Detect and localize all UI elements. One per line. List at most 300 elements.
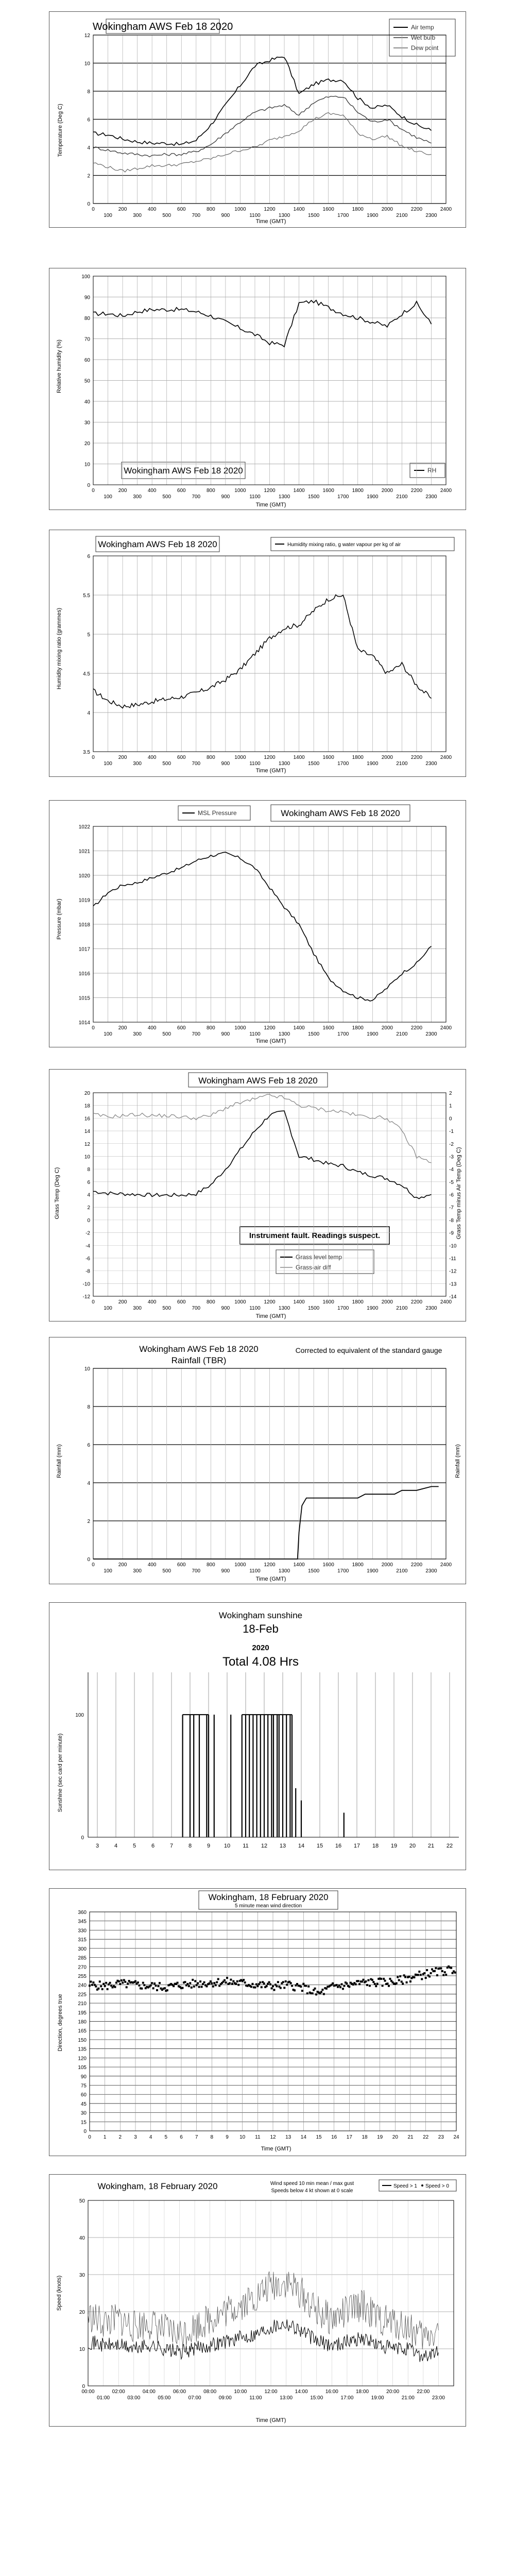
direction-point	[110, 1985, 112, 1987]
y-tick-label-right: -10	[449, 1243, 457, 1249]
series-line-1	[93, 300, 432, 347]
x-tick-label: 1100	[249, 1306, 261, 1311]
direction-point	[302, 1983, 304, 1985]
y-axis-label: Sunshine (sec card per minute)	[57, 1733, 63, 1812]
x-tick-label: 8	[210, 2134, 214, 2140]
direction-point	[374, 1983, 376, 1985]
x-tick-label: 100	[104, 494, 112, 500]
direction-point	[346, 1982, 348, 1985]
x-tick-label: 300	[133, 1306, 142, 1311]
x-tick-label: 1500	[308, 213, 320, 218]
y-axis-label: Grass Temp (Deg C)	[54, 1167, 60, 1219]
series-line-2	[88, 2319, 438, 2362]
x-tick-label: 100	[104, 1306, 112, 1311]
direction-point	[137, 1981, 139, 1984]
y-tick-label: 5	[87, 632, 90, 638]
y-tick-label: 1022	[78, 824, 90, 830]
x-tick-label: 1900	[367, 1568, 379, 1574]
direction-point	[127, 1982, 129, 1985]
direction-point	[291, 1985, 293, 1987]
direction-point	[215, 1984, 217, 1986]
direction-point	[383, 1978, 385, 1980]
y-tick-label: 1020	[78, 873, 90, 879]
direction-point	[358, 1983, 360, 1985]
direction-point	[312, 1992, 314, 1994]
direction-point	[406, 1981, 408, 1984]
x-tick-label: 23	[438, 2134, 444, 2140]
direction-point	[301, 1990, 303, 1992]
x-tick-label: 500	[162, 761, 171, 767]
x-tick-label: 16	[335, 1843, 342, 1849]
x-tick-label: 500	[162, 1568, 171, 1574]
x-tick-label: 1800	[352, 755, 364, 760]
y-tick-label: 10	[84, 1366, 90, 1372]
x-tick-label: 2100	[396, 1306, 408, 1311]
direction-point	[229, 1982, 231, 1984]
direction-point	[268, 1981, 270, 1984]
direction-point	[122, 1981, 124, 1984]
direction-point	[201, 1986, 203, 1988]
y-tick-label: 1018	[78, 922, 90, 928]
direction-point	[126, 1986, 128, 1988]
y-tick-label: 225	[78, 1992, 87, 1998]
x-tick-label: 16	[331, 2134, 337, 2140]
direction-point	[342, 1988, 344, 1990]
y-tick-label: 240	[78, 1982, 87, 1989]
y-tick-label: 210	[78, 2001, 87, 2007]
chart-title: Wokingham sunshine	[218, 1611, 303, 1620]
x-tick-label: 14:00	[295, 2389, 308, 2395]
direction-point	[196, 1984, 198, 1986]
direction-point	[440, 1967, 442, 1969]
x-tick-label: 2200	[410, 1562, 423, 1568]
chart-date: 18-Feb	[243, 1622, 279, 1635]
x-tick-label: 900	[221, 1568, 230, 1574]
y-tick-label-right: -6	[449, 1192, 454, 1198]
direction-point	[121, 1979, 123, 1981]
x-tick-label: 200	[118, 1562, 127, 1568]
x-tick-label: 2300	[425, 761, 437, 767]
x-tick-label: 1900	[367, 494, 379, 500]
x-tick-label: 5	[132, 1843, 136, 1849]
x-tick-label: 1000	[234, 1025, 246, 1031]
x-tick-label: 19:00	[371, 2395, 384, 2401]
x-tick-label: 1100	[249, 494, 261, 500]
direction-point	[115, 1981, 117, 1984]
chart-title: Wokingham AWS Feb 18 2020	[198, 1076, 318, 1086]
grass-temp-chart	[49, 1069, 466, 1321]
x-tick-label: 2300	[425, 1031, 437, 1037]
y-tick-label-right: -12	[449, 1268, 457, 1275]
x-tick-label: 1300	[278, 761, 290, 767]
series-line-1	[93, 1486, 439, 1559]
x-tick-label: 2000	[381, 207, 393, 212]
y-tick-label: 2	[87, 1519, 90, 1524]
y-axis-label: Rainfall (mm)	[56, 1444, 62, 1478]
x-tick-label: 01:00	[97, 2395, 110, 2401]
x-tick-label: 1000	[234, 1299, 246, 1305]
x-tick-label: 0	[92, 755, 95, 760]
x-tick-label: 100	[104, 1568, 112, 1574]
direction-point	[336, 1984, 338, 1986]
direction-point	[444, 1971, 446, 1973]
direction-point	[454, 1972, 456, 1974]
x-tick-label: 2400	[440, 1562, 452, 1568]
x-tick-label: 18	[362, 2134, 368, 2140]
x-tick-label: 2100	[396, 1031, 408, 1037]
y-axis-label: Pressure (mbar)	[56, 899, 62, 940]
y-tick-label: -4	[85, 1243, 90, 1249]
x-tick-label: 1200	[264, 1299, 276, 1305]
direction-point	[203, 1981, 205, 1984]
y-tick-label: 70	[84, 336, 90, 343]
y-tick-label: 18	[84, 1103, 90, 1109]
x-tick-label: 500	[162, 1031, 171, 1037]
x-tick-label: 1800	[352, 1299, 364, 1305]
direction-point	[124, 1981, 126, 1983]
y-tick-label: 165	[78, 2028, 87, 2035]
x-tick-label: 17	[346, 2134, 352, 2140]
direction-point	[272, 1985, 274, 1987]
direction-point	[254, 1987, 256, 1989]
x-tick-label: 12	[261, 1843, 268, 1849]
y-tick-label: 315	[78, 1937, 87, 1943]
direction-point	[425, 1977, 427, 1979]
series-line-2	[93, 96, 432, 157]
direction-point	[338, 1985, 340, 1987]
y-tick-label: 4	[87, 710, 90, 716]
x-tick-label: 1500	[308, 1031, 320, 1037]
x-tick-label: 1900	[367, 761, 379, 767]
direction-point	[420, 1974, 422, 1976]
x-tick-label: 800	[206, 207, 215, 212]
x-tick-label: 20	[409, 1843, 416, 1849]
direction-point	[255, 1984, 258, 1986]
y-tick-label: 345	[78, 1919, 87, 1925]
x-tick-label: 600	[177, 1299, 186, 1305]
direction-point	[306, 1992, 308, 1994]
y-tick-label: 90	[80, 2074, 87, 2080]
x-tick-label: 100	[104, 761, 112, 767]
chart-title: Wokingham AWS Feb 18 2020	[124, 466, 243, 476]
direction-point	[369, 1985, 371, 1987]
legend-entry: Speed > 0	[425, 2183, 449, 2189]
direction-point	[294, 1989, 296, 1991]
x-tick-label: 15	[316, 2134, 322, 2140]
y-tick-label: 0	[87, 201, 90, 207]
x-tick-label: 15	[316, 1843, 323, 1849]
x-tick-label: 500	[162, 1306, 171, 1311]
direction-point	[389, 1978, 391, 1980]
x-tick-label: 17	[353, 1843, 360, 1849]
x-tick-label: 1500	[308, 1568, 320, 1574]
x-tick-label: 1900	[367, 213, 379, 218]
x-tick-label: 1600	[322, 1562, 334, 1568]
x-tick-label: 19	[377, 2134, 383, 2140]
x-axis-label: Time (GMT)	[255, 1038, 286, 1044]
legend-entry: Speed > 1	[393, 2183, 417, 2189]
x-tick-label: 900	[221, 1306, 230, 1311]
x-tick-label: 1500	[308, 1306, 320, 1311]
direction-point	[152, 1987, 154, 1989]
y-tick-label-right: -5	[449, 1179, 454, 1185]
y-tick-label: -12	[82, 1294, 90, 1300]
y-tick-label: 50	[84, 378, 90, 384]
direction-point	[118, 1980, 120, 1982]
chart-subtitle: Rainfall (TBR)	[171, 1355, 227, 1365]
y-tick-label: 1016	[78, 971, 90, 977]
y-tick-label: 255	[78, 1973, 87, 1979]
x-tick-label: 200	[118, 1025, 127, 1031]
direction-point	[92, 1981, 94, 1984]
y-axis-label: Speed (knots)	[56, 2275, 62, 2311]
direction-point	[300, 1986, 302, 1988]
x-tick-label: 0	[92, 207, 95, 212]
y-tick-label: 1014	[78, 1020, 90, 1026]
y-tick-label: 80	[84, 316, 90, 321]
rainfall-chart-svg	[49, 1337, 467, 1585]
direction-point	[153, 1982, 156, 1985]
direction-point	[307, 1986, 310, 1988]
direction-point	[421, 1978, 423, 1980]
legend-entry: MSL Pressure	[198, 809, 237, 817]
direction-point	[186, 1983, 188, 1985]
x-tick-label: 1000	[234, 488, 246, 494]
direction-point	[282, 1981, 284, 1983]
direction-point	[426, 1969, 428, 1971]
x-tick-label: 2300	[425, 213, 437, 218]
x-tick-label: 2100	[396, 494, 408, 500]
direction-point	[397, 1976, 399, 1978]
x-tick-label: 2000	[381, 488, 393, 494]
direction-point	[332, 1982, 334, 1985]
direction-point	[205, 1985, 208, 1987]
direction-point	[181, 1987, 183, 1989]
y-tick-label: 20	[84, 441, 90, 447]
y-tick-label: 14	[84, 1129, 90, 1135]
y-axis-label: Direction, degrees true	[57, 1994, 63, 2052]
legend-entry: Air temp	[411, 24, 434, 31]
y-tick-label: 45	[80, 2101, 87, 2107]
x-tick-label: 2200	[410, 488, 423, 494]
mixing-ratio-chart-svg	[49, 530, 467, 777]
chart-title: Wokingham AWS Feb 18 2020	[281, 808, 400, 818]
direction-point	[387, 1982, 389, 1985]
x-tick-label: 2400	[440, 207, 452, 212]
x-tick-label: 300	[133, 1031, 142, 1037]
direction-point	[367, 1979, 369, 1981]
y-tick-label: -10	[82, 1281, 90, 1287]
direction-point	[177, 1982, 179, 1984]
x-tick-label: 3	[95, 1843, 99, 1849]
x-tick-label: 2100	[396, 1568, 408, 1574]
legend-entry: Grass level temp	[296, 1253, 342, 1261]
x-tick-label: 2400	[440, 488, 452, 494]
direction-point	[232, 1980, 234, 1982]
x-tick-label: 1	[103, 2134, 107, 2140]
x-tick-label: 700	[192, 494, 201, 500]
x-tick-label: 18:00	[355, 2389, 369, 2395]
x-tick-label: 300	[133, 213, 142, 218]
direction-point	[101, 1988, 104, 1990]
y-tick-label: 6	[87, 554, 90, 560]
direction-point	[371, 1979, 373, 1981]
direction-point	[428, 1975, 431, 1977]
legend-entry: RH	[427, 467, 437, 474]
x-tick-label: 1500	[308, 494, 320, 500]
x-tick-label: 200	[118, 755, 127, 760]
x-tick-label: 10	[224, 1843, 231, 1849]
direction-point	[193, 1986, 195, 1988]
chart-subtitle: 5 minute mean wind direction	[234, 1903, 302, 1909]
direction-point	[251, 1983, 253, 1985]
y-tick-label-right: -14	[449, 1294, 457, 1300]
direction-point	[290, 1982, 292, 1984]
x-tick-label: 2100	[396, 761, 408, 767]
x-tick-label: 5	[164, 2134, 168, 2140]
y-tick-label-right: 0	[449, 1116, 452, 1122]
direction-point	[380, 1978, 382, 1980]
chart-title: Wokingham, 18 February 2020	[97, 2181, 218, 2191]
direction-point	[402, 1982, 404, 1985]
x-tick-label: 1400	[293, 1299, 305, 1305]
x-tick-label: 7	[195, 2134, 198, 2140]
direction-point	[375, 1985, 377, 1987]
direction-point	[226, 1977, 228, 1979]
x-axis-label: Time (GMT)	[255, 768, 286, 774]
direction-point	[339, 1986, 341, 1988]
series-line-2	[93, 1094, 432, 1163]
x-tick-label: 11:00	[249, 2395, 262, 2401]
y-tick-label: 195	[78, 2010, 87, 2016]
sunshine-chart	[49, 1602, 466, 1870]
direction-point	[271, 1987, 273, 1989]
y-tick-label: 1015	[78, 995, 90, 1002]
direction-point	[211, 1982, 213, 1985]
x-tick-label: 22	[423, 2134, 429, 2140]
x-tick-label: 1700	[337, 1031, 349, 1037]
y-tick-label: 270	[78, 1964, 87, 1971]
x-tick-label: 22	[446, 1843, 453, 1849]
x-tick-label: 11	[255, 2134, 261, 2140]
legend-swatch	[421, 2184, 423, 2187]
y-tick-label: 6	[87, 117, 90, 123]
direction-point	[142, 1982, 144, 1984]
x-tick-label: 21:00	[401, 2395, 415, 2401]
x-tick-label: 400	[147, 207, 157, 212]
x-tick-label: 4	[114, 1843, 118, 1849]
direction-point	[401, 1980, 403, 1982]
series-line-1	[88, 2272, 438, 2349]
x-axis-label: Time (GMT)	[255, 1313, 286, 1319]
y-tick-label-right: 1	[449, 1103, 452, 1109]
x-tick-label: 1800	[352, 488, 364, 494]
x-tick-label: 6	[151, 1843, 155, 1849]
y-tick-label: 4	[87, 145, 90, 151]
x-tick-label: 0	[92, 1025, 95, 1031]
direction-point	[283, 1987, 285, 1989]
x-tick-label: 1200	[264, 1025, 276, 1031]
direction-point	[197, 1982, 199, 1984]
y-tick-label: 10	[84, 61, 90, 67]
direction-point	[166, 1989, 168, 1991]
x-tick-label: 2200	[410, 207, 423, 212]
direction-point	[445, 1974, 447, 1976]
direction-point	[250, 1986, 252, 1988]
direction-point	[104, 1985, 106, 1987]
direction-point	[230, 1979, 232, 1981]
y-tick-label: 10	[84, 462, 90, 468]
y-tick-label: 2	[87, 173, 90, 179]
direction-point	[156, 1989, 158, 1991]
direction-point	[323, 1993, 325, 1995]
x-tick-label: 16:00	[325, 2389, 338, 2395]
x-tick-label: 02:00	[112, 2389, 125, 2395]
direction-point	[325, 1988, 328, 1990]
y-tick-label: 5.5	[83, 593, 90, 599]
direction-point	[348, 1986, 350, 1988]
y-axis-label: Temperature (Deg C)	[57, 104, 63, 157]
series-line-1	[93, 1111, 432, 1199]
direction-point	[134, 1980, 136, 1982]
grass-temp-chart-svg	[49, 1070, 467, 1322]
y-axis-label: Relative humidity (%)	[56, 340, 62, 393]
direction-point	[198, 1986, 200, 1988]
x-tick-label: 24	[453, 2134, 459, 2140]
direction-point	[143, 1984, 145, 1986]
chart-title: Wokingham AWS Feb 18 2020	[139, 1344, 259, 1354]
direction-point	[341, 1983, 343, 1985]
x-tick-label: 20:00	[386, 2389, 400, 2395]
direction-point	[384, 1980, 386, 1982]
x-tick-label: 9	[207, 1843, 211, 1849]
y-tick-label-right: -8	[449, 1217, 454, 1224]
x-tick-label: 6	[180, 2134, 183, 2140]
y-tick-label: 0	[87, 483, 90, 488]
x-tick-label: 13	[279, 1843, 286, 1849]
series-line-1	[93, 57, 432, 145]
direction-point	[208, 1982, 210, 1985]
x-tick-label: 10	[239, 2134, 246, 2140]
direction-point	[366, 1984, 368, 1986]
y-tick-label: 3.5	[83, 750, 90, 755]
y-tick-label: 150	[78, 2037, 87, 2043]
direction-point	[286, 1984, 288, 1986]
direction-point	[396, 1982, 398, 1985]
direction-point	[365, 1980, 367, 1982]
legend-entry: Humidity mixing ratio, g water vapour per kg of air	[287, 542, 401, 548]
x-tick-label: 0	[92, 1299, 95, 1305]
direction-point	[361, 1980, 363, 1982]
direction-point	[259, 1981, 261, 1984]
x-tick-label: 1100	[249, 1568, 261, 1574]
x-tick-label: 2300	[425, 1306, 437, 1311]
temperature-chart	[49, 11, 466, 228]
x-tick-label: 1800	[352, 1025, 364, 1031]
y-tick-label: 360	[78, 1910, 87, 1916]
x-tick-label: 300	[133, 494, 142, 500]
direction-point	[217, 1978, 219, 1980]
x-tick-label: 1100	[249, 1031, 261, 1037]
chart-title: Wokingham AWS Feb 18 2020	[92, 21, 233, 32]
direction-point	[188, 1985, 190, 1987]
x-tick-label: 1100	[249, 761, 261, 767]
direction-point	[119, 1983, 121, 1985]
x-tick-label: 08:00	[203, 2389, 217, 2395]
x-tick-label: 1300	[278, 213, 290, 218]
x-axis-label: Time (GMT)	[255, 218, 286, 225]
x-tick-label: 2000	[381, 1025, 393, 1031]
